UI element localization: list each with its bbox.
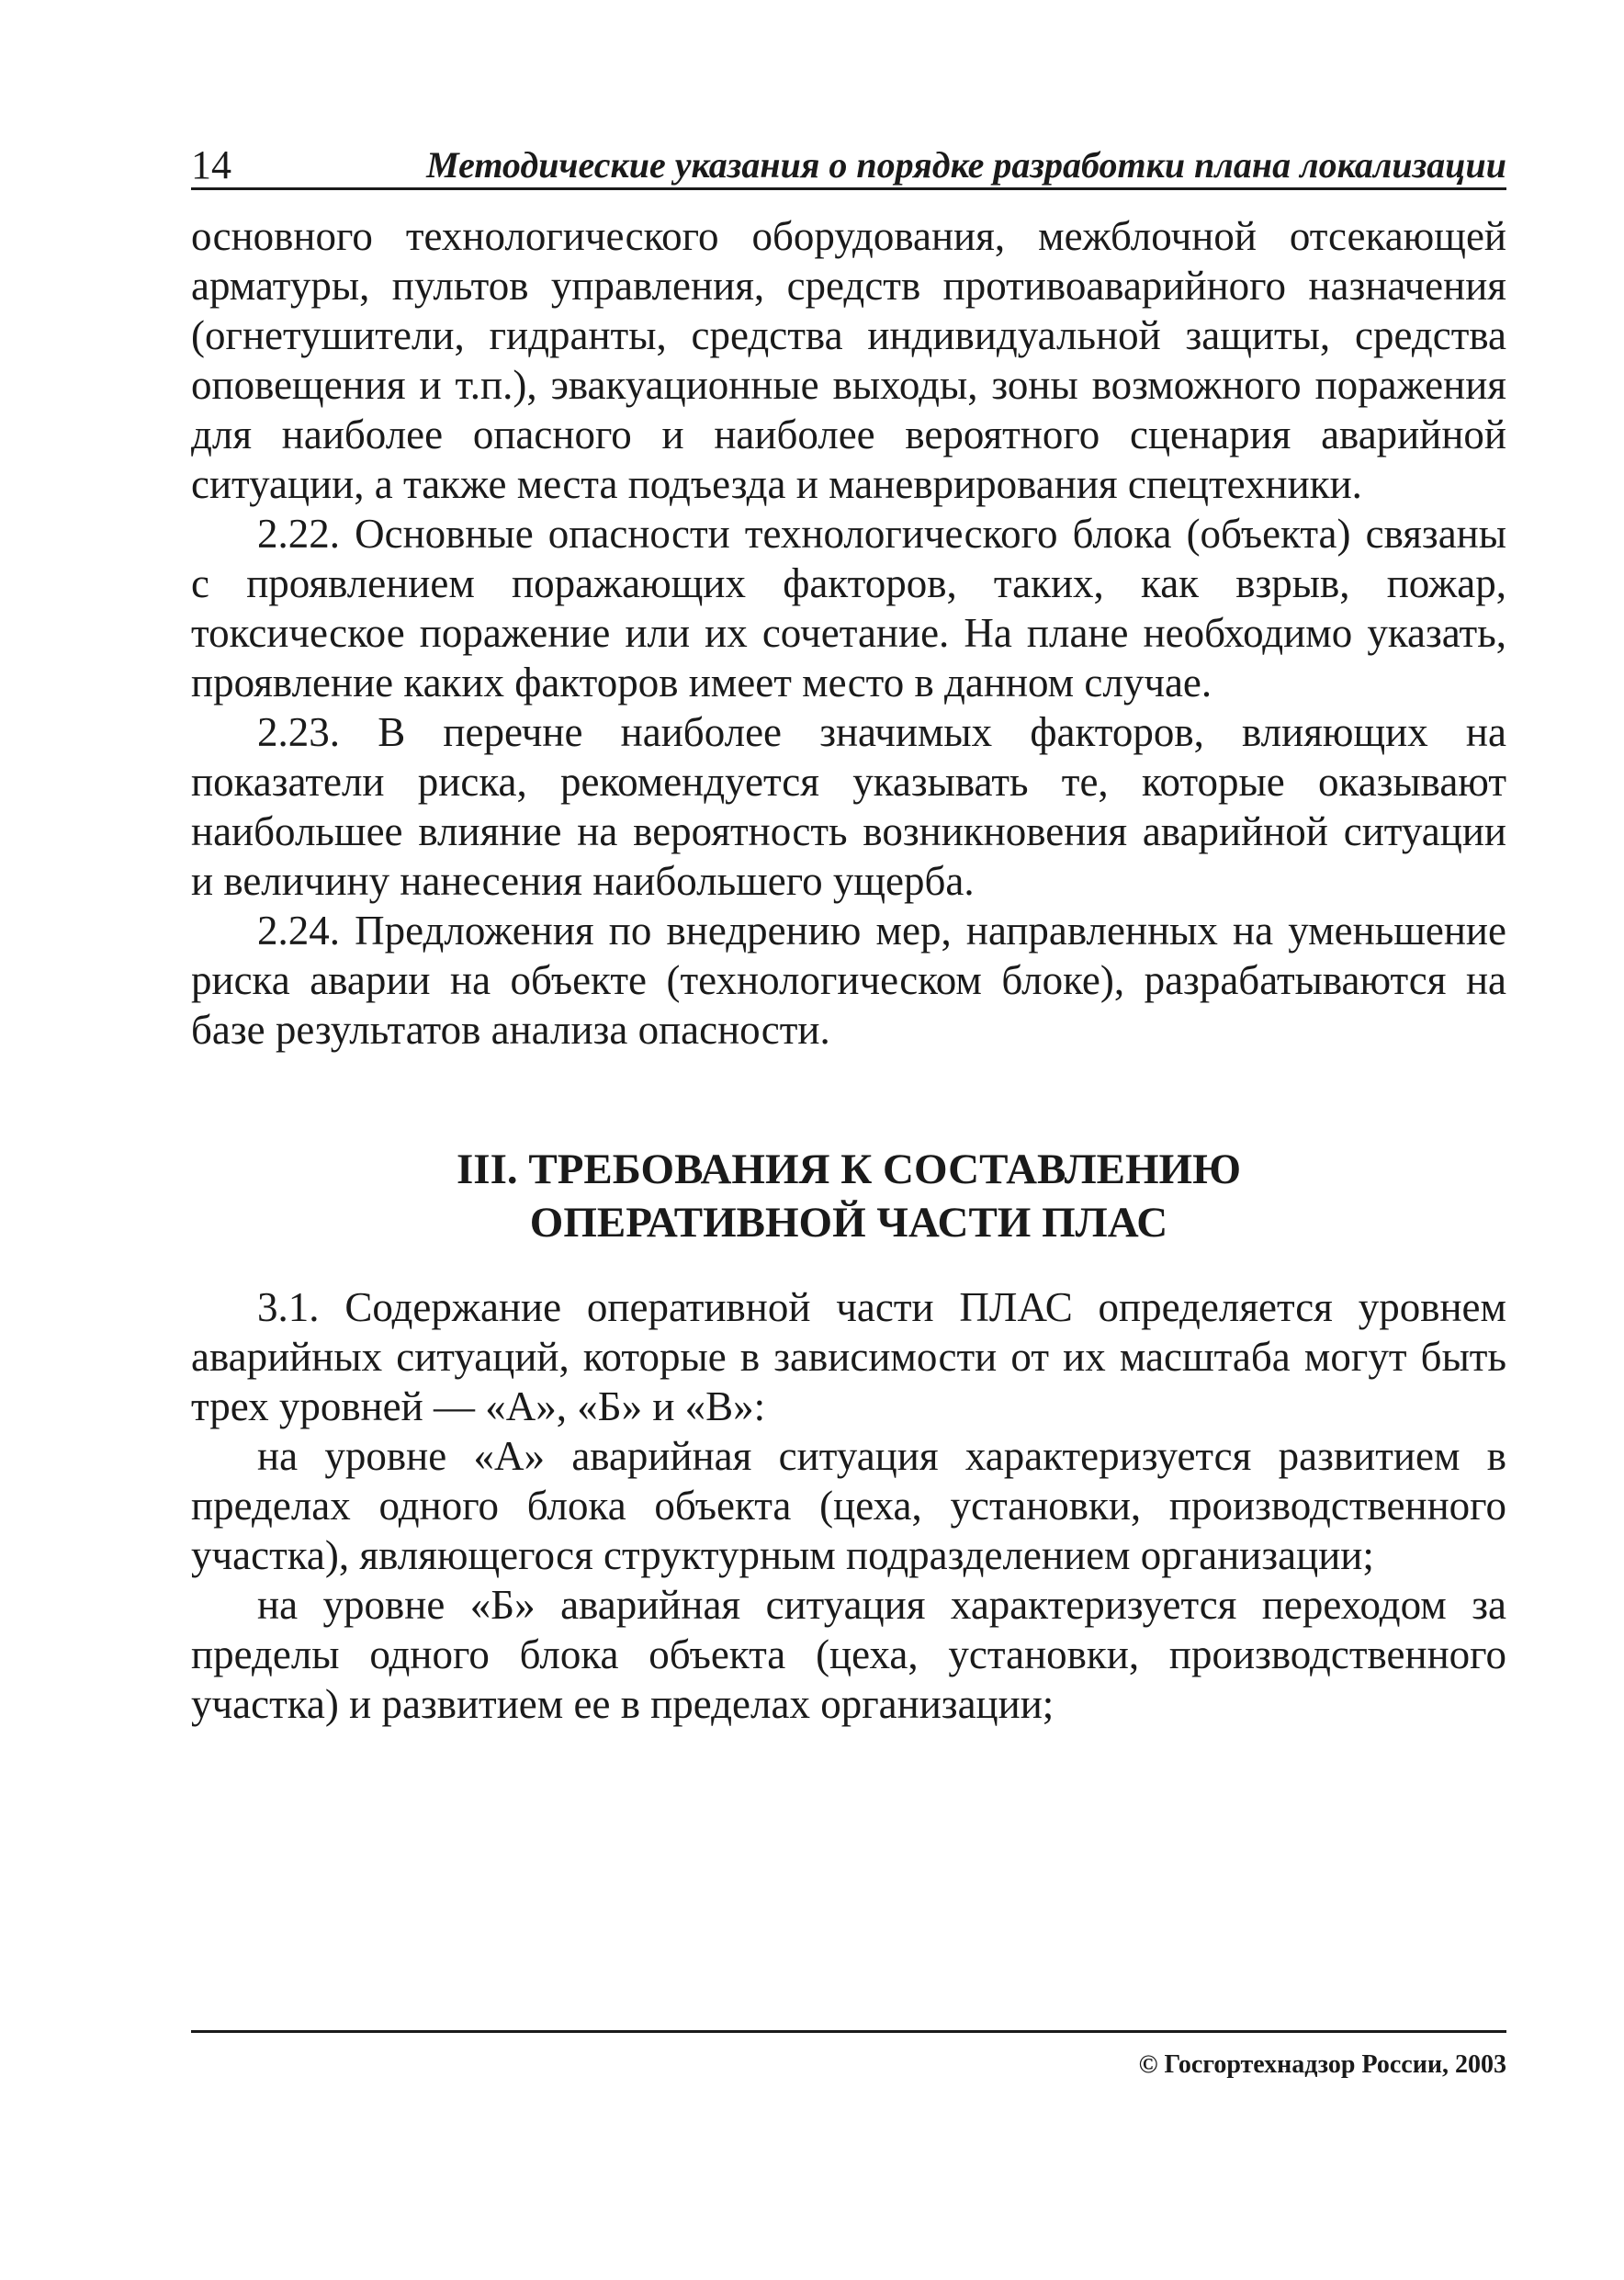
section-heading-line-2: ОПЕРАТИВНОЙ ЧАСТИ ПЛАС [529, 1199, 1168, 1247]
section-heading [191, 1143, 1506, 1249]
page-body [191, 211, 1506, 1729]
body-paragraph-3-1: 3.1. Содержание оперативной части ПЛАС определяется уровнем аварийных ситуаций, которые в зависимости от их масштаба могут быть трех уровней — «А», «Б» и «В»: [191, 1284, 1506, 1429]
page-header [191, 136, 1506, 190]
running-title: Методические указания о порядке разработки плана локализации [426, 144, 1506, 186]
body-paragraph-continuation: основного технологического оборудования, межблочной отсекающей арматуры, пультов управления, средств противоаварийного назначения (огнетушители, гидранты, средства индивидуальной защиты, средства оповещения и т.п.), эвакуационные выходы, зоны возможного поражения для наиболее опасного и наиболее вероятного сценария аварийной ситуации, а также места подъезда и маневрирования спецтехники. [191, 213, 1506, 507]
body-paragraph-2-23: 2.23. В перечне наиболее значимых факторов, влияющих на показатели риска, рекомендуется указывать те, которые оказывают наибольшее влияние на вероятность возникновения аварийной ситуации и величину нанесения наибольшего ущерба. [191, 709, 1506, 904]
body-paragraph-2-24: 2.24. Предложения по внедрению мер, направленных на уменьшение риска аварии на объекте (технологическом блоке), разрабатываются на базе результатов анализа опасности. [191, 908, 1506, 1053]
body-paragraph-level-b: на уровне «Б» аварийная ситуация характеризуется переходом за пределы одного блока объекта (цеха, установки, производственного участка) и развитием ее в пределах организации; [191, 1582, 1506, 1727]
page-number: 14 [191, 142, 231, 187]
body-paragraph-2-22: 2.22. Основные опасности технологического блока (объекта) связаны с проявлением поражающих факторов, таких, как взрыв, пожар, токсическое поражение или их сочетание. На плане необходимо указать, проявление каких факторов имеет место в данном случае. [191, 511, 1506, 705]
section-heading-line-1: III. ТРЕБОВАНИЯ К СОСТАВЛЕНИЮ [457, 1146, 1241, 1193]
footer-divider [191, 2030, 1506, 2033]
copyright-notice: © Госгортехнадзор России, 2003 [1138, 2050, 1506, 2079]
body-paragraph-level-a: на уровне «А» аварийная ситуация характеризуется развитием в пределах одного блока объекта (цеха, установки, производственного участка), являющегося структурным подразделением организации; [191, 1433, 1506, 1578]
